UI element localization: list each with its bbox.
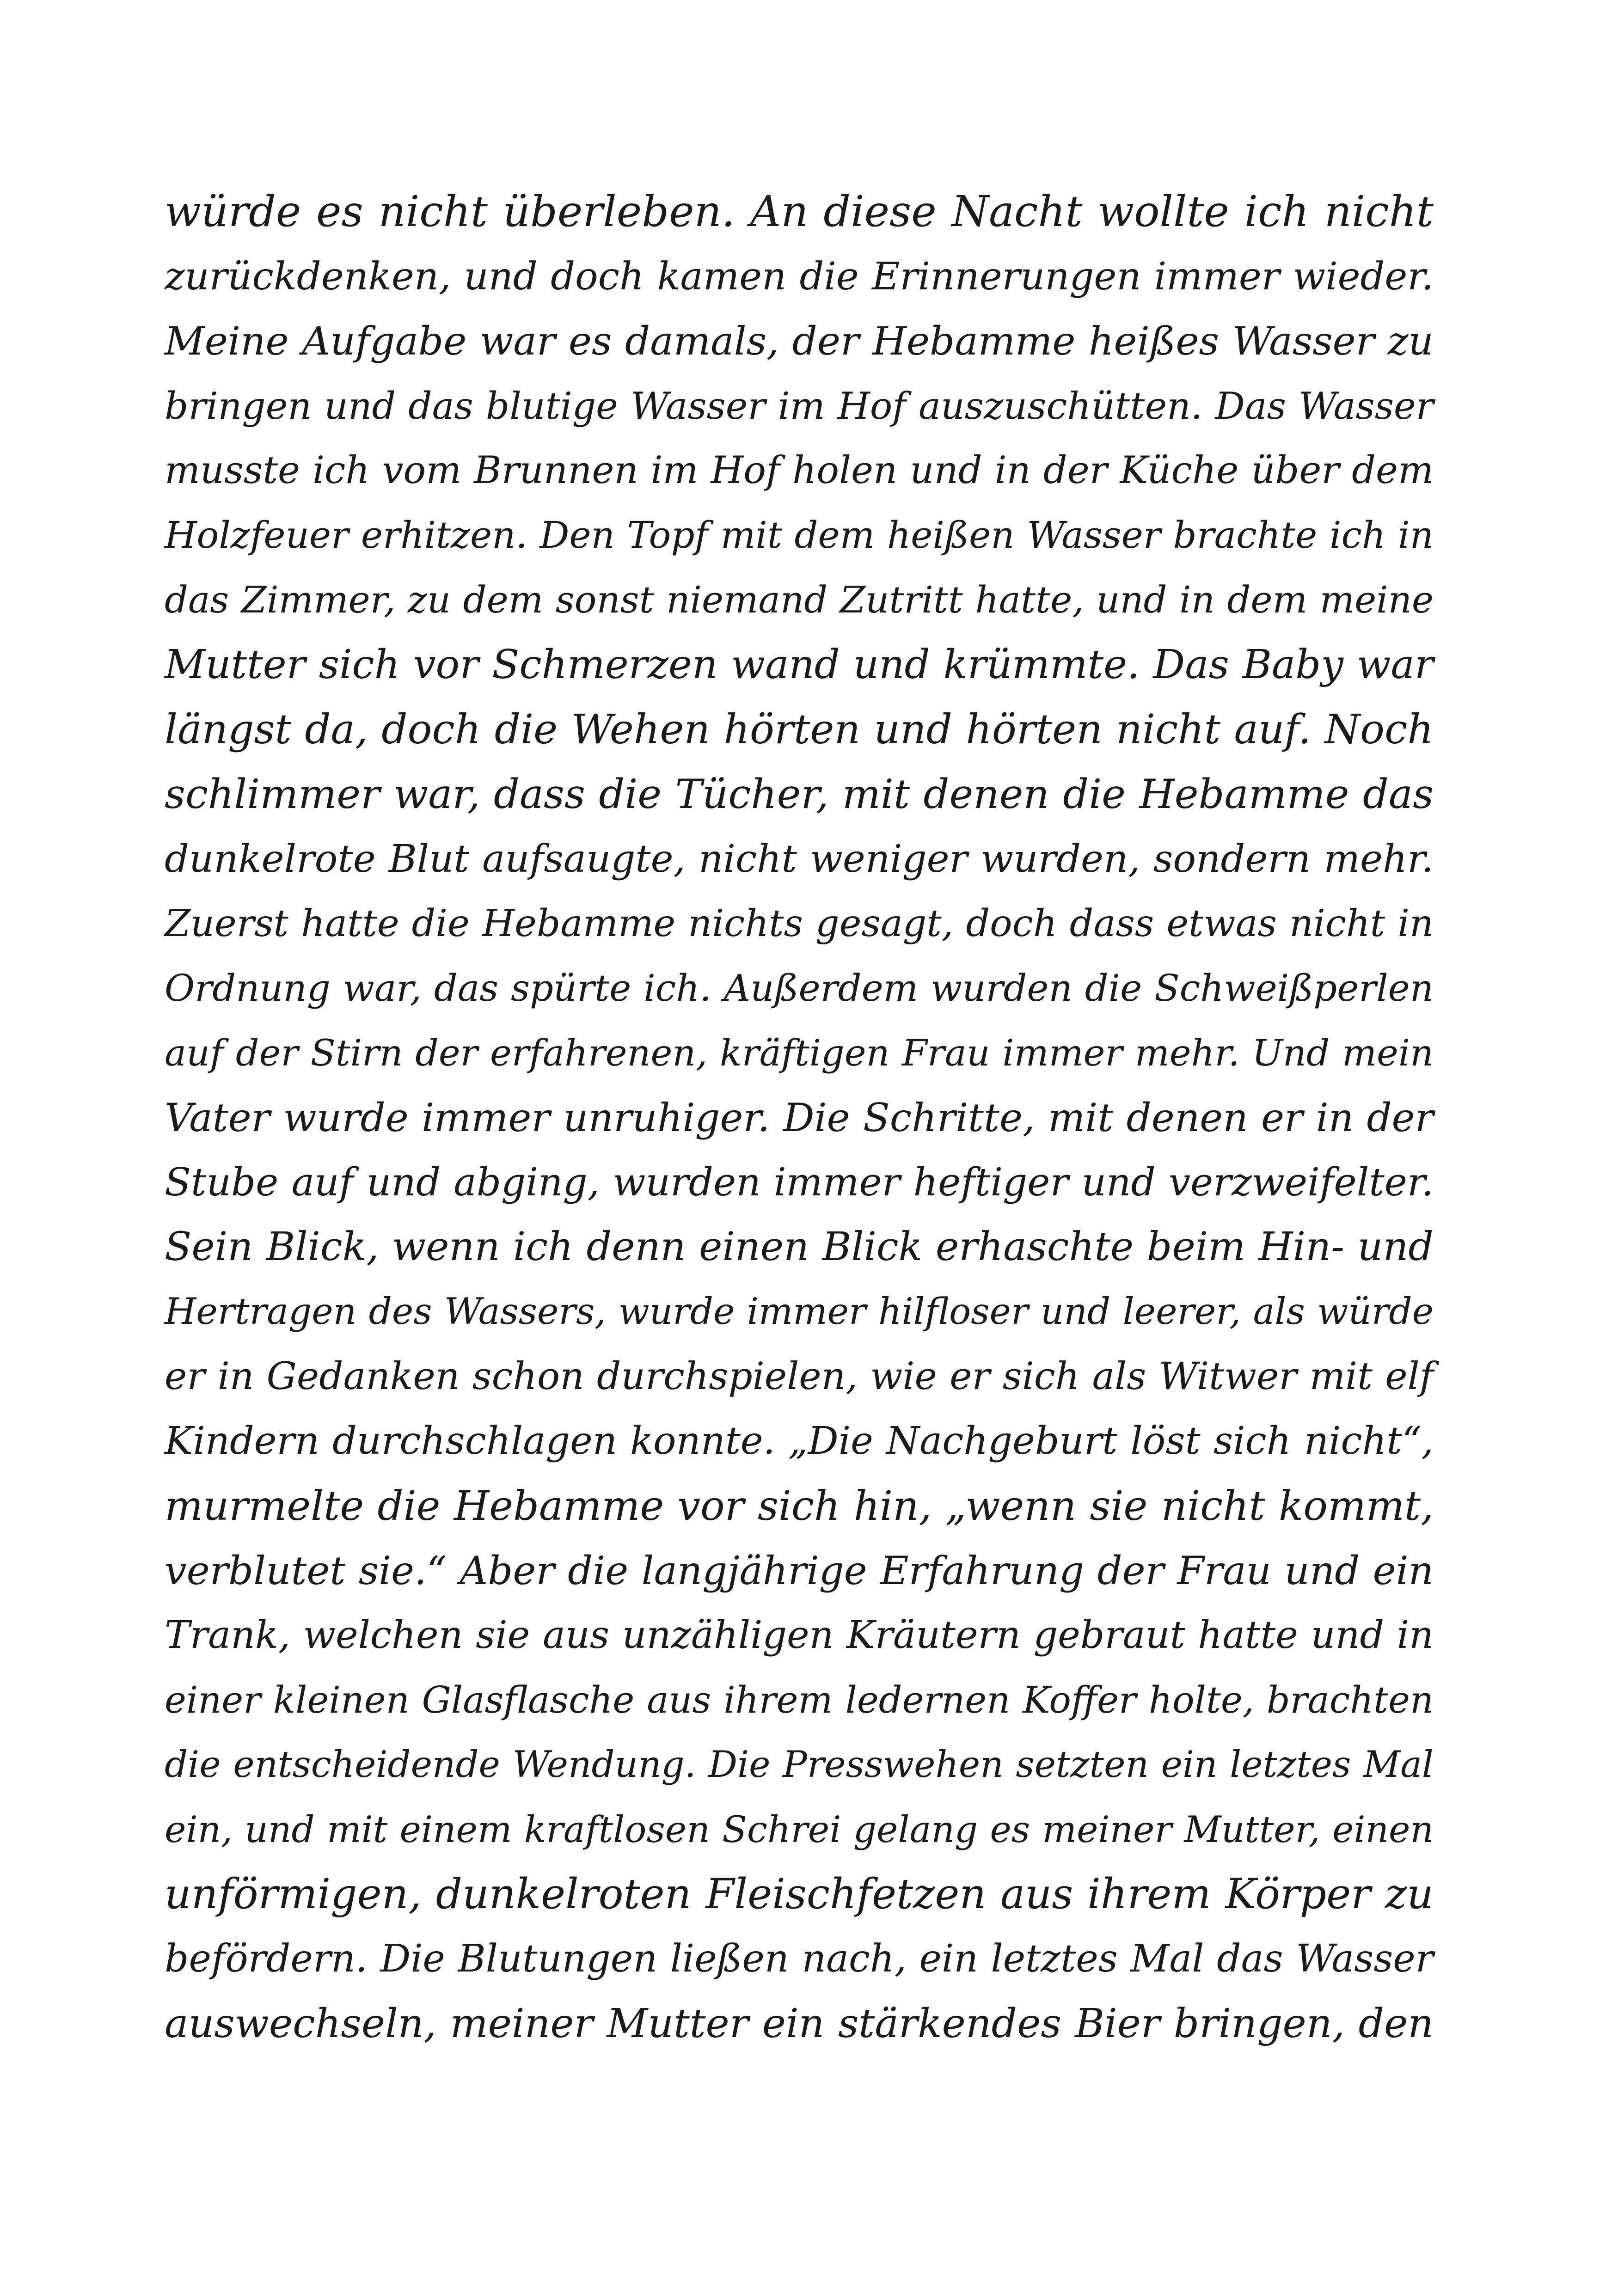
text-line: befördern. Die Blutungen ließen nach, ein letztes Mal das Wasser: [165, 1937, 1434, 1981]
text-line: einer kleinen Glasflasche aus ihrem ledernen Koffer holte, brachten: [165, 1678, 1434, 1721]
text-line: musste ich vom Brunnen im Hof holen und in der Küche über dem: [165, 449, 1434, 492]
text-line: er in Gedanken schon durchspielen, wie er sich als Witwer mit elf: [165, 1354, 1434, 1398]
text-line: Hertragen des Wassers, wurde immer hilfloser und leerer, als würde: [165, 1291, 1434, 1333]
body-text: [165, 179, 1434, 2056]
text-line: Meine Aufgabe war es damals, der Hebamme heißes Wasser zu: [165, 318, 1434, 364]
text-line: Sein Blick, wenn ich denn einen Blick erhaschte beim Hin- und: [165, 1224, 1434, 1270]
text-line: verblutet sie.“ Aber die langjährige Erfahrung der Frau und ein: [165, 1548, 1434, 1593]
text-line: Zuerst hatte die Hebamme nichts gesagt, doch dass etwas nicht in: [165, 902, 1434, 945]
text-line: würde es nicht überleben. An diese Nacht wollte ich nicht: [165, 187, 1434, 236]
text-line: auf der Stirn der erfahrenen, kräftigen Frau immer mehr. Und mein: [165, 1032, 1434, 1074]
text-line: Stube auf und abging, wurden immer heftiger und verzweifelter.: [165, 1160, 1434, 1205]
text-line: murmelte die Hebamme vor sich hin, „wenn sie nicht kommt,: [165, 1482, 1434, 1530]
text-line: zurückdenken, und doch kamen die Erinnerungen immer wieder.: [165, 254, 1434, 299]
text-line: schlimmer war, dass die Tücher, mit denen die Hebamme das: [165, 771, 1434, 818]
text-line: dunkelrote Blut aufsaugte, nicht weniger wurden, sondern mehr.: [165, 836, 1434, 881]
text-line: das Zimmer, zu dem sonst niemand Zutritt hatte, und in dem meine: [165, 578, 1434, 621]
text-line: Trank, welchen sie aus unzähligen Kräutern gebraut hatte und in: [165, 1613, 1434, 1657]
text-line: Mutter sich vor Schmerzen wand und krümmte. Das Baby war: [165, 642, 1434, 688]
text-line: auswechseln, meiner Mutter ein stärkendes Bier bringen, den: [165, 2001, 1434, 2047]
text-line: unförmigen, dunkelroten Fleischfetzen aus ihrem Körper zu: [165, 1870, 1434, 1918]
text-line: die entscheidende Wendung. Die Presswehen setzten ein letztes Mal: [165, 1744, 1434, 1786]
text-line: Holzfeuer erhitzen. Den Topf mit dem heißen Wasser brachte ich in: [165, 514, 1434, 557]
text-line: längst da, doch die Wehen hörten und hörten nicht auf. Noch: [165, 705, 1434, 753]
text-line: Ordnung war, das spürte ich. Außerdem wurden die Schweißperlen: [165, 967, 1434, 1010]
text-line: bringen und das blutige Wasser im Hof auszuschütten. Das Wasser: [165, 384, 1434, 428]
text-line: Kindern durchschlagen konnte. „Die Nachgeburt löst sich nicht“,: [165, 1419, 1434, 1463]
text-line: ein, und mit einem kraftlosen Schrei gelang es meiner Mutter, einen: [165, 1808, 1434, 1851]
text-line: Vater wurde immer unruhiger. Die Schritte, mit denen er in der: [165, 1095, 1434, 1140]
